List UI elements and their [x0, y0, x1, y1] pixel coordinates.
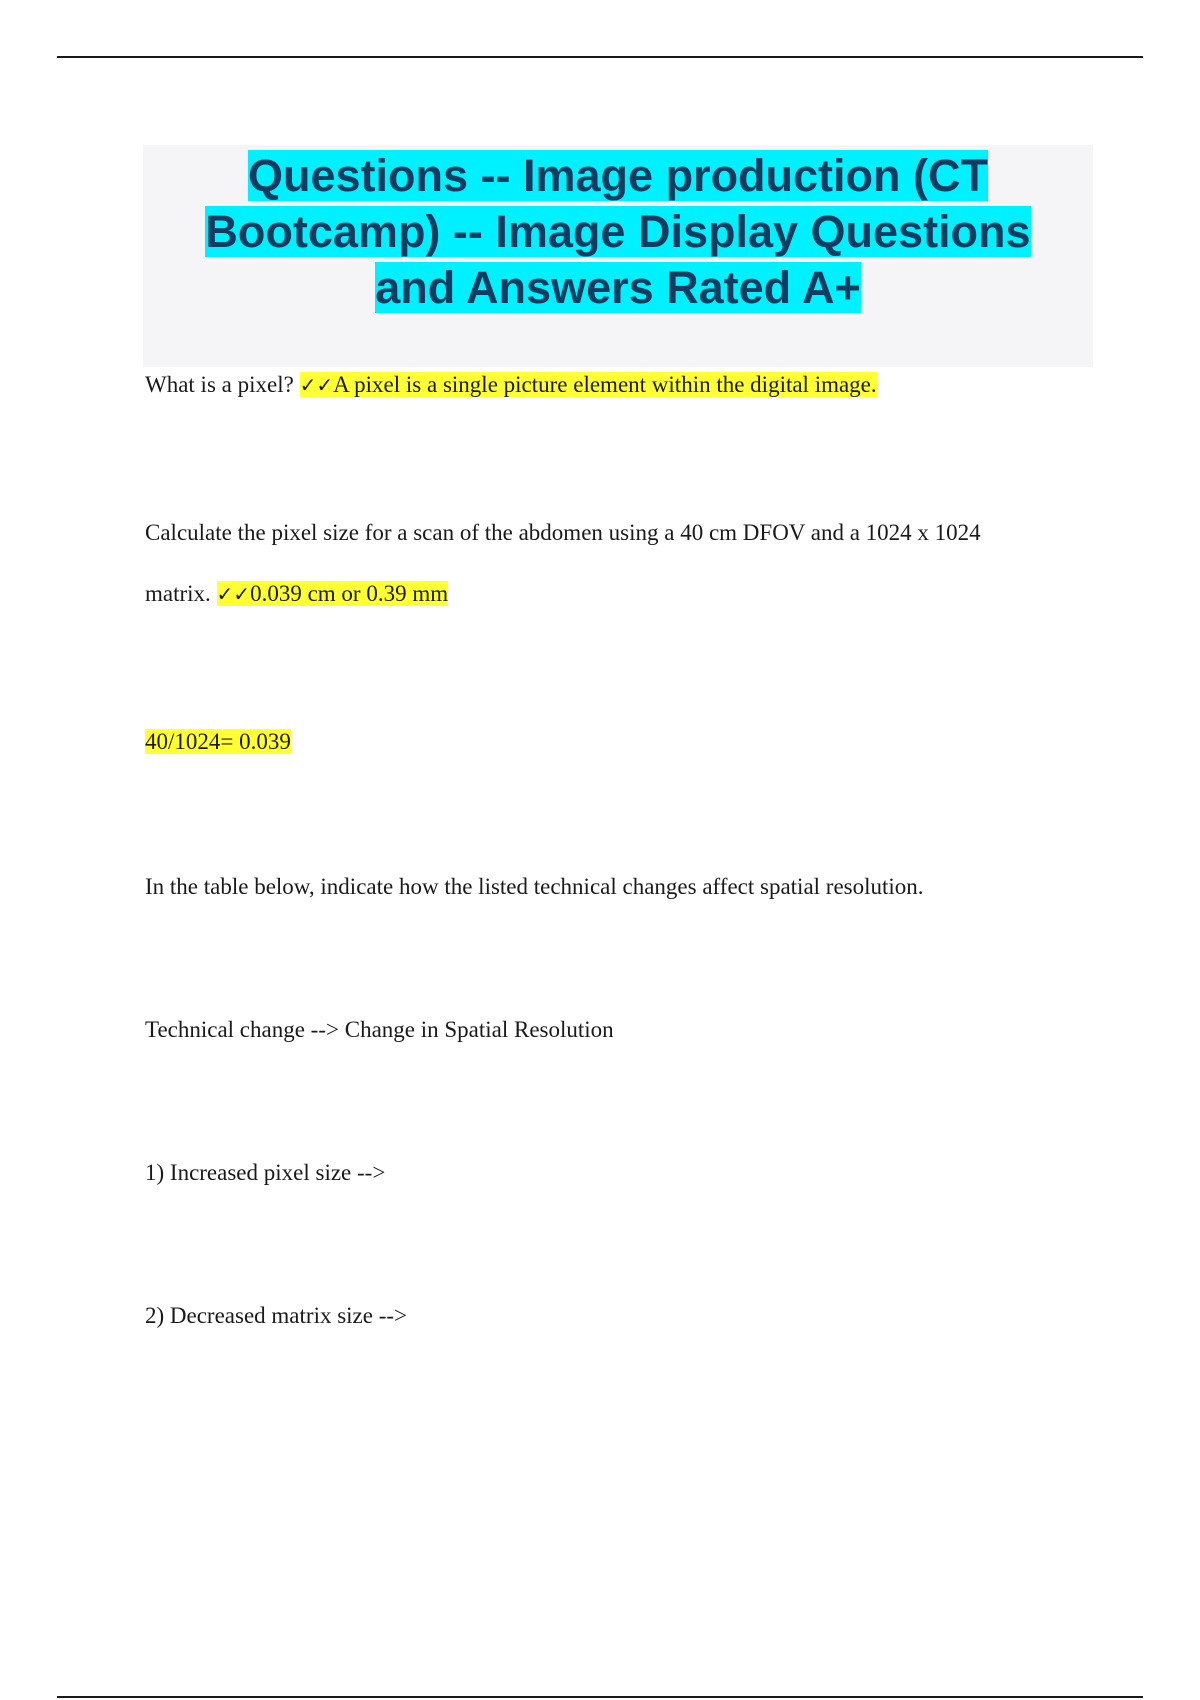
table-header: Technical change --> Change in Spatial Resolution	[145, 1017, 614, 1042]
question-pixel-size-line-1: Calculate the pixel size for a scan of the abdomen using a 40 cm DFOV and a 1024 x 1024	[145, 520, 981, 545]
answer-highlight	[217, 581, 449, 606]
page-title	[143, 148, 1093, 316]
title-line-2: Bootcamp) -- Image Display Questions	[205, 206, 1031, 257]
answer-text: 0.039 cm or 0.39 mm	[250, 581, 449, 606]
question-text: matrix.	[145, 581, 211, 606]
title-line-1: Questions -- Image production (CT	[248, 150, 988, 201]
table-row-2: 2) Decreased matrix size -->	[145, 1303, 408, 1328]
double-check-icon: ✓✓	[299, 373, 334, 397]
table-instruction: In the table below, indicate how the listed technical changes affect spatial resolution.	[145, 874, 924, 899]
header-rule	[57, 56, 1143, 58]
title-line-3: and Answers Rated A+	[375, 262, 861, 313]
double-check-icon: ✓✓	[216, 582, 251, 606]
answer-highlight	[300, 372, 877, 397]
calculation-line	[145, 727, 291, 757]
footer-rule	[57, 1696, 1143, 1698]
table-row-1: 1) Increased pixel size -->	[145, 1160, 386, 1185]
answer-text: A pixel is a single picture element within the digital image.	[333, 372, 877, 397]
qa-pixel-definition	[145, 370, 877, 400]
title-banner	[143, 145, 1093, 367]
qa-pixel-size-line-2	[145, 579, 448, 609]
calculation-text: 40/1024= 0.039	[145, 729, 291, 754]
question-text: What is a pixel?	[145, 372, 294, 397]
